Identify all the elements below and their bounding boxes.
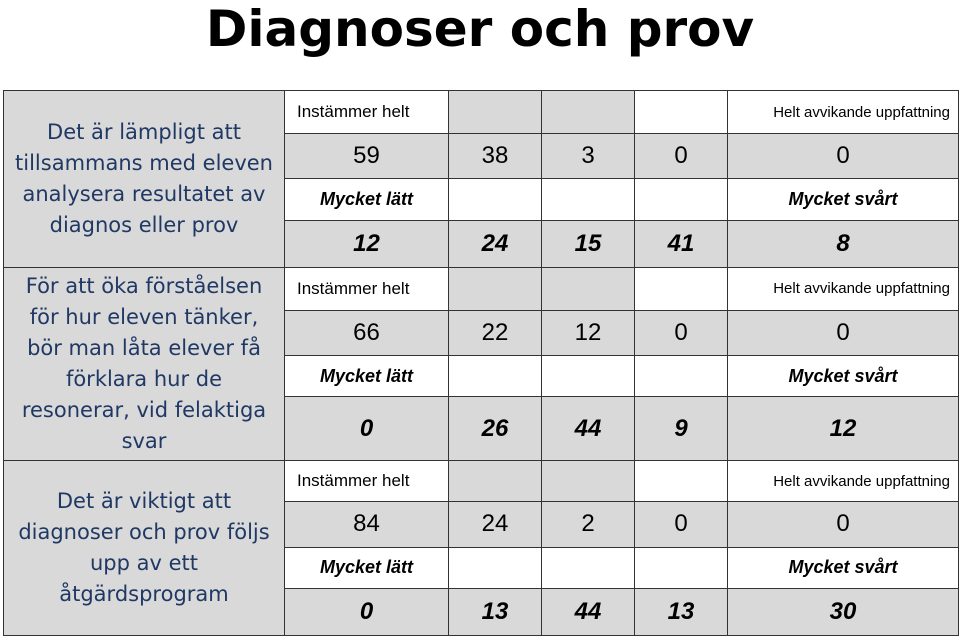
block-1-empty-cell xyxy=(635,179,728,220)
block-2-agree-value: 66 xyxy=(285,311,449,356)
block-2-empty-cell xyxy=(542,267,635,310)
block-2-empty-cell xyxy=(635,356,728,397)
block-1-agree-right-label: Helt avvikande uppfattning xyxy=(728,91,959,134)
block-2-agree-value: 22 xyxy=(449,311,542,356)
survey-table xyxy=(3,90,959,636)
block-1-agree-value: 0 xyxy=(728,134,959,179)
block-2-empty-cell xyxy=(449,267,542,310)
block-2-agree-value: 12 xyxy=(542,311,635,356)
block-3-empty-cell xyxy=(449,547,542,588)
block-1-diff-value: 12 xyxy=(285,220,449,267)
block-3-agree-value: 0 xyxy=(728,502,959,547)
block-1-question: Det är lämpligt att tillsammans med eleven analysera resultatet av diagnos eller prov xyxy=(4,91,285,268)
block-3-diff-left-label: Mycket lätt xyxy=(285,547,449,588)
block-2-agree-value: 0 xyxy=(728,311,959,356)
block-3-diff-value: 44 xyxy=(542,588,635,635)
block-1-empty-cell xyxy=(542,91,635,134)
block-1-agree-value: 59 xyxy=(285,134,449,179)
block-1-empty-cell xyxy=(542,179,635,220)
block-1-empty-cell xyxy=(449,179,542,220)
block-1-diff-value: 41 xyxy=(635,220,728,267)
block-1-diff-value: 24 xyxy=(449,220,542,267)
block-2-diff-value: 44 xyxy=(542,397,635,461)
block-3-empty-cell xyxy=(635,547,728,588)
block-2-question: För att öka förståelsen för hur eleven tänker, bör man låta elever få förklara hur de resonerar, vid felaktiga svar xyxy=(4,267,285,460)
block-2-diff-value: 12 xyxy=(728,397,959,461)
page-title: Diagnoser och prov xyxy=(205,0,755,58)
block-1-empty-cell xyxy=(449,91,542,134)
block-3-empty-cell xyxy=(542,461,635,502)
block-2-empty-cell xyxy=(542,356,635,397)
block-2-agree-left-label: Instämmer helt xyxy=(285,267,449,310)
block-3-agree-value: 2 xyxy=(542,502,635,547)
block-2-empty-cell xyxy=(449,356,542,397)
block-3-agree-label-row xyxy=(4,461,959,502)
block-3-agree-value: 84 xyxy=(285,502,449,547)
block-1-agree-value: 3 xyxy=(542,134,635,179)
block-3-diff-value: 0 xyxy=(285,588,449,635)
block-2-agree-label-row xyxy=(4,267,959,310)
block-2-diff-left-label: Mycket lätt xyxy=(285,356,449,397)
block-1-diff-left-label: Mycket lätt xyxy=(285,179,449,220)
block-3-agree-right-label: Helt avvikande uppfattning xyxy=(728,461,959,502)
block-3-agree-value: 0 xyxy=(635,502,728,547)
block-2-diff-right-label: Mycket svårt xyxy=(728,356,959,397)
block-3-diff-value: 13 xyxy=(449,588,542,635)
block-3-empty-cell xyxy=(635,461,728,502)
block-3-agree-value: 24 xyxy=(449,502,542,547)
block-3-empty-cell xyxy=(542,547,635,588)
block-2-agree-value: 0 xyxy=(635,311,728,356)
block-2-diff-value: 9 xyxy=(635,397,728,461)
block-1-diff-value: 8 xyxy=(728,220,959,267)
block-3-question: Det är viktigt att diagnoser och prov följs upp av ett åtgärdsprogram xyxy=(4,461,285,636)
block-3-diff-value: 13 xyxy=(635,588,728,635)
block-2-diff-value: 0 xyxy=(285,397,449,461)
block-2-agree-right-label: Helt avvikande uppfattning xyxy=(728,267,959,310)
block-1-agree-label-row xyxy=(4,91,959,134)
block-1-empty-cell xyxy=(635,91,728,134)
block-1-diff-right-label: Mycket svårt xyxy=(728,179,959,220)
block-1-agree-value: 38 xyxy=(449,134,542,179)
block-2-diff-value: 26 xyxy=(449,397,542,461)
block-3-diff-right-label: Mycket svårt xyxy=(728,547,959,588)
block-1-diff-value: 15 xyxy=(542,220,635,267)
block-3-agree-left-label: Instämmer helt xyxy=(285,461,449,502)
block-1-agree-left-label: Instämmer helt xyxy=(285,91,449,134)
block-2-empty-cell xyxy=(635,267,728,310)
block-3-empty-cell xyxy=(449,461,542,502)
block-1-agree-value: 0 xyxy=(635,134,728,179)
block-3-diff-value: 30 xyxy=(728,588,959,635)
